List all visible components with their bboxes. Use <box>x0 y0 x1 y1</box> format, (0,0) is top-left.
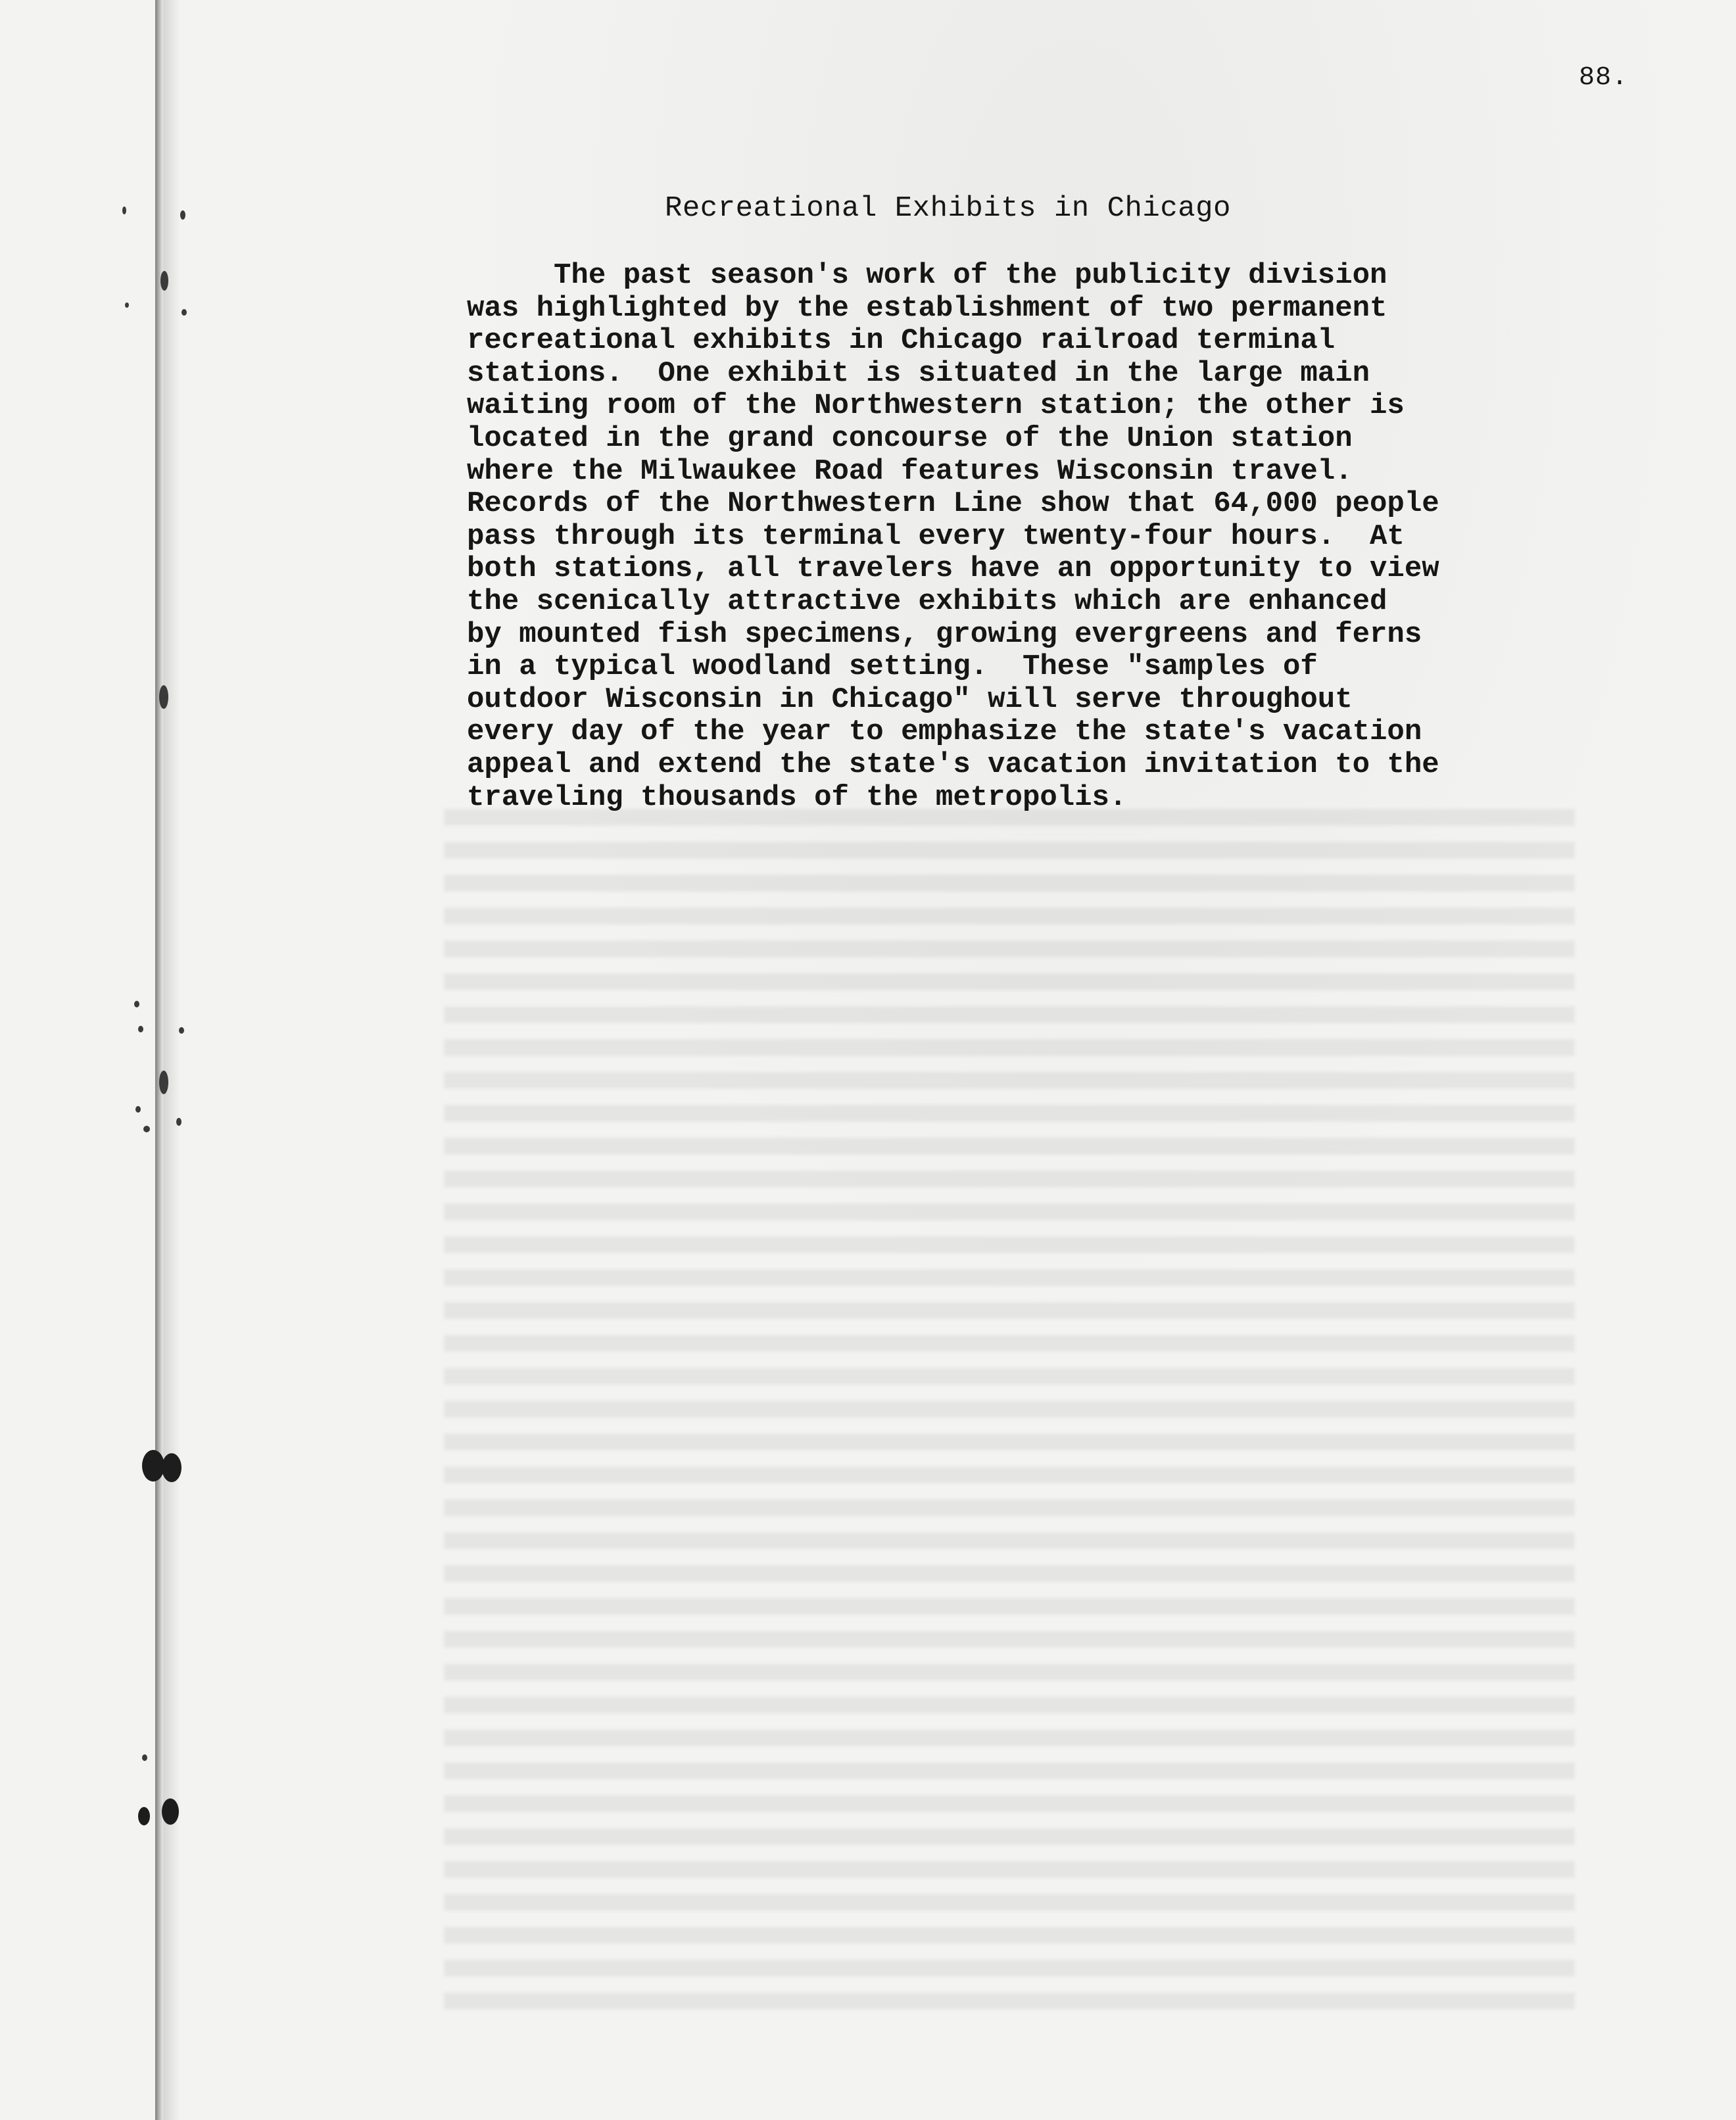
speck <box>122 206 126 214</box>
text-line: appeal and extend the state's vacation invitation to the <box>467 748 1439 781</box>
text-line: waiting room of the Northwestern station; the other is <box>467 389 1405 423</box>
binding-edge <box>155 0 163 2120</box>
speck <box>134 1001 139 1007</box>
punch-hole <box>142 1450 164 1482</box>
speck <box>159 685 168 709</box>
speck <box>160 271 168 291</box>
punch-hole <box>138 1807 150 1825</box>
speck <box>181 309 187 316</box>
text-line: in a typical woodland setting. These "samples of <box>467 650 1318 684</box>
bleed-through <box>444 809 1575 2012</box>
text-line: stations. One exhibit is situated in the large main <box>467 356 1370 390</box>
page-number: 88. <box>1578 63 1628 93</box>
text-line: traveling thousands of the metropolis. <box>467 781 1127 814</box>
text-line: both stations, all travelers have an opportunity to view <box>467 552 1439 586</box>
text-line: The past season's work of the publicity division <box>467 259 1387 292</box>
text-line: by mounted fish specimens, growing evergreens and ferns <box>467 617 1422 651</box>
text-line: was highlighted by the establishment of two permanent <box>467 291 1387 325</box>
punch-hole <box>162 1453 181 1482</box>
speck <box>135 1106 141 1113</box>
speck <box>159 1071 168 1094</box>
text-line: every day of the year to emphasize the state's vacation <box>467 715 1422 749</box>
text-line: the scenically attractive exhibits which are enhanced <box>467 585 1387 618</box>
punch-hole <box>162 1798 179 1825</box>
text-line: Records of the Northwestern Line show that 64,000 people <box>467 487 1439 521</box>
speck <box>138 1026 143 1032</box>
text-line: recreational exhibits in Chicago railroad terminal <box>467 324 1336 358</box>
speck <box>180 210 185 220</box>
text-line: where the Milwaukee Road features Wisconsin travel. <box>467 454 1353 488</box>
text-line: pass through its terminal every twenty-four hours. At <box>467 519 1405 553</box>
speck <box>176 1118 181 1126</box>
text-line: outdoor Wisconsin in Chicago" will serve throughout <box>467 683 1353 716</box>
speck <box>179 1027 184 1034</box>
speck <box>143 1126 150 1132</box>
body-paragraph <box>467 260 1716 814</box>
text-line: located in the grand concourse of the Union station <box>467 422 1353 455</box>
speck <box>142 1754 147 1761</box>
page-title: Recreational Exhibits in Chicago <box>665 192 1231 225</box>
speck <box>125 302 129 308</box>
